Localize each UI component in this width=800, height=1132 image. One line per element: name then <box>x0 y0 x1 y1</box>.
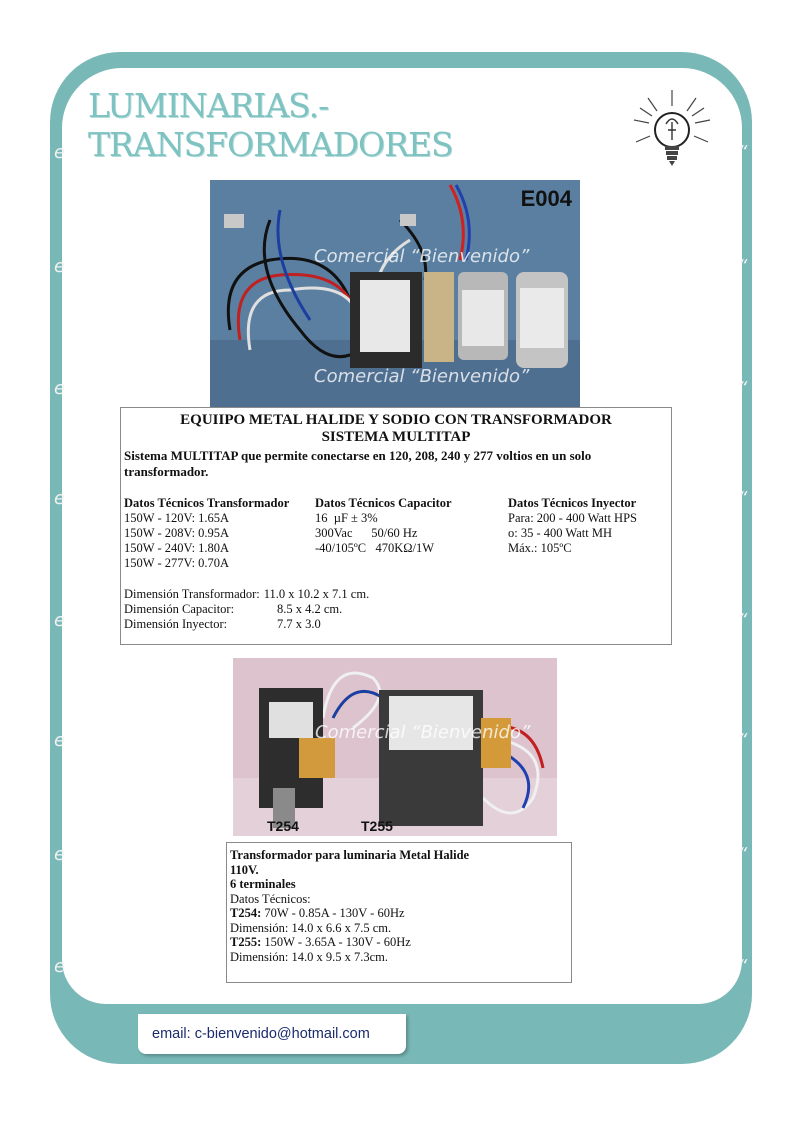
dimension-row <box>124 617 668 632</box>
photo-code-e004: E004 <box>520 186 572 211</box>
contact-email-tab <box>138 1014 406 1054</box>
dimension-label: Dimensión Inyector: <box>124 617 228 631</box>
title-line-2: TRANSFORMADORES <box>88 125 453 164</box>
photo-watermark: Comercial “Bienvenido” <box>314 366 530 387</box>
photo-watermark: Comercial “Bienvenido” <box>315 722 531 743</box>
dimension-label: Dimensión Transformador: <box>124 587 260 601</box>
spec-value: 150W - 3.65A - 130V - 60Hz <box>261 935 411 949</box>
injector-data <box>508 496 668 571</box>
product2-info-box <box>226 842 572 983</box>
dimension-row <box>124 587 668 602</box>
data-line: 150W - 240V: 1.80A <box>124 541 230 555</box>
column-heading: Datos Técnicos Inyector <box>508 496 637 510</box>
data-line: 150W - 120V: 1.65A <box>124 511 230 525</box>
dimensions-list <box>124 587 668 632</box>
column-heading: Datos Técnicos Capacitor <box>315 496 452 510</box>
product-photo-transformers <box>233 658 557 836</box>
watermark-row: e “ <box>54 610 748 631</box>
product1-description: Sistema MULTITAP que permite conectarse en 120, 208, 240 y 277 voltios en un solo transformador. <box>124 448 592 479</box>
product1-title-line-1: EQUIIPO METAL HALIDE Y SODIO CON TRANSFORMADOR <box>180 412 612 428</box>
dimension-value: 8.5 x 4.2 cm. <box>277 602 343 616</box>
product2-terminals: 6 terminales <box>230 877 296 891</box>
dimension-label: Dimensión Capacitor: <box>124 602 235 616</box>
photo-code-t255: T255 <box>361 818 393 834</box>
dimension-row <box>124 602 668 617</box>
spec-value: 70W - 0.85A - 130V - 60Hz <box>261 906 405 920</box>
page-title <box>88 86 453 164</box>
dimension-value: 7.7 x 3.0 <box>277 617 321 631</box>
product-photo-metal-halide-kit <box>210 180 580 408</box>
data-line: 150W - 277V: 0.70A <box>124 556 230 570</box>
transformer-data <box>124 496 315 571</box>
data-line: -40/105ºC 470KΩ/1W <box>315 541 435 555</box>
watermark-row: e “ <box>54 488 748 509</box>
watermark-row: e “ <box>54 378 748 399</box>
product2-specs-heading: Datos Técnicos: <box>230 891 311 906</box>
data-line: Máx.: 105ºC <box>508 541 572 555</box>
data-line: Para: 200 - 400 Watt HPS <box>508 511 637 525</box>
dimension-t255: Dimensión: 14.0 x 9.5 x 7.3cm. <box>230 949 388 964</box>
product2-voltage: 110V. <box>230 862 259 877</box>
product2-title: Transformador para luminaria Metal Halide <box>230 848 470 862</box>
dimension-value: 11.0 x 10.2 x 7.1 cm. <box>263 587 370 601</box>
photo-code-t254: T254 <box>267 818 299 834</box>
watermark-row: e “ <box>54 844 748 865</box>
contact-email[interactable]: email: c-bienvenido@hotmail.com <box>152 1026 370 1042</box>
capacitor-data <box>315 496 508 571</box>
data-line: 150W - 208V: 0.95A <box>124 526 230 540</box>
dimension-t254: Dimensión: 14.0 x 6.6 x 7.5 cm. <box>230 920 392 935</box>
spec-row-t254 <box>230 906 568 921</box>
photo-watermark: Comercial “Bienvenido” <box>314 246 530 267</box>
tech-data-columns <box>124 496 668 571</box>
column-heading: Datos Técnicos Transformador <box>124 496 290 510</box>
product1-title-line-2: SISTEMA MULTITAP <box>321 429 471 445</box>
watermark-row: e “ <box>54 142 748 163</box>
title-line-1: LUMINARIAS.- <box>88 86 329 125</box>
data-line: o: 35 - 400 Watt MH <box>508 526 612 540</box>
watermark-row: e “ <box>54 256 748 277</box>
data-line: 16 µF ± 3% <box>315 511 378 525</box>
data-line: 300Vac 50/60 Hz <box>315 526 418 540</box>
watermark-row: e “ <box>54 956 748 977</box>
spec-row-t255 <box>230 935 568 950</box>
product1-info-box <box>120 407 672 645</box>
light-bulb-icon <box>628 84 716 176</box>
spec-code: T255: <box>230 935 262 949</box>
spec-code: T254: <box>230 906 262 920</box>
watermark-row: e “ <box>54 730 748 751</box>
